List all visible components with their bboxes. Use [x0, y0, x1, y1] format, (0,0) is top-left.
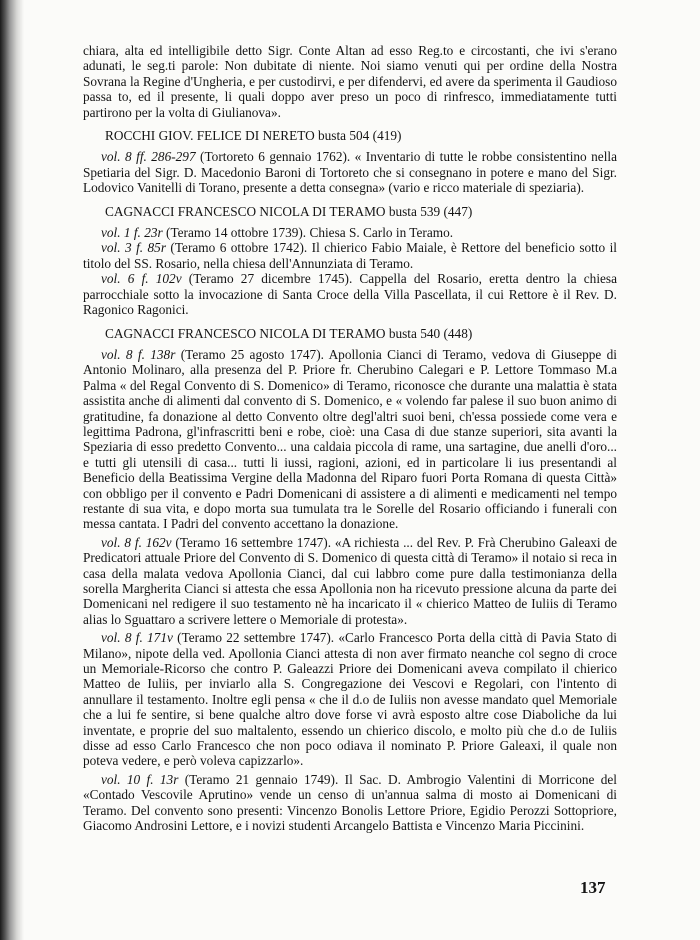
entry — [83, 149, 617, 195]
entry-reference: vol. 8 f. 138r — [101, 346, 176, 362]
entry-reference: vol. 1 f. 23r — [101, 225, 163, 241]
entry-text: (Teramo 16 settembre 1747). «A richiesta ... del Rev. P. Frà Cherubino Galeaxi de Predicatori attuale Priore del Convento di S. Domenico di questa città di Teramo» il notaio si reca in casa della malata vedova Apollonia Cianci, dal cui labbro come pure dalla testimonianza della sorella Margherita Cianci si attesta che essa Apollonia non ha ricevuto pressione alcuna da parte dei Domenicani nel redigere il suo testamento nè ha incaricato il « chierico Matteo de Iuliis di Teramo alias lo Sguattaro a scrivere lettere o Memoriale di protesta». — [83, 534, 617, 627]
section-heading: CAGNACCI FRANCESCO NICOLA DI TERAMO busta 540 (448) — [105, 325, 473, 341]
entry-reference: vol. 6 f. 102v — [101, 271, 182, 287]
entry-reference: vol. 8 ff. 286-297 — [101, 149, 196, 165]
entry-text: (Teramo 14 ottobre 1739). Chiesa S. Carlo in Teramo. — [162, 225, 454, 241]
entry-reference: vol. 3 f. 85r — [101, 240, 166, 256]
entry-text: (Teramo 27 dicembre 1745). Cappella del Rosario, eretta dentro la chiesa parrocchiale sotto la invocazione di Santa Croce della Villa Pascellata, il cui Rettore è il Rev. D. Ragonico Ragonici. — [83, 271, 617, 318]
section-heading: ROCCHI GIOV. FELICE DI NERETO busta 504 (419) — [105, 128, 402, 144]
entry — [83, 630, 617, 769]
entry-text: (Tortoreto 6 gennaio 1762). « Inventario di tutte le robbe consistentino nella Spetiaria del Sigr. D. Macedonio Baroni di Tortoreto che si consegnano in potere e mano del Sigr. Lodovico Vanitelli di Torano, presente a detta consegna» (vario e ricco materiale di speziaria). — [83, 149, 617, 196]
entry — [83, 535, 617, 627]
entry-text: (Teramo 25 agosto 1747). Apollonia Cianci di Teramo, vedova di Giuseppe di Antonio Molinaro, alla presenza del P. Priore fr. Cherubino Calegari e P. Lettore Tommaso M.a Palma « del Regal Convento di S. Domenico» di Teramo, riconosce che durante una malattia è stata assistita anche di alimenti dal convento di S. Domenico, e « volendo far palese il suo buon animo di gratitudine, fa donazione al detto Convento oltre degl'altri suoi beni, ch'essa possiede come vera e legittima Padrona, gl'infrascritti beni e robe, cioè: una Casa di due stanze superiori, sita avanti la Speziaria di esso predetto Convento... una caldaia piccola di rame, una sartagine, due anelli d'oro... e tutti gli utensili di casa... tutti li iussi, ragioni, azioni, ed in particolare li ius presentandi al Beneficio della Beatissima Vergine della Madonna del Riparo fuori Porta Romana di questa Città» con obbligo per il convento e Padri Domenicani di assistere a di alimenti e medicamenti nel tempo restante di sua vita, e dopo morta sua tumulata tra le Sorelle del Rosario officiando i funerali con messa cantata. I Padri del convento accettano la donazione. — [83, 346, 617, 532]
entry-text: (Teramo 6 ottobre 1742). Il chierico Fabio Maiale, è Rettore del beneficio sotto il titolo del SS. Rosario, nella chiesa dell'Annunziata di Teramo. — [83, 240, 617, 271]
page-number: 137 — [580, 878, 606, 897]
section-heading: CAGNACCI FRANCESCO NICOLA DI TERAMO busta 539 (447) — [105, 203, 473, 219]
entry — [83, 772, 617, 834]
binding-shadow — [0, 0, 24, 940]
entry — [83, 271, 617, 317]
paragraph-continuation: chiara, alta ed intelligibile detto Sigr. Conte Altan ad esso Reg.to e circostanti, che ivi s'erano adunati, le seg.ti parole: Non dubitate di niente. Noi siamo venuti qui per ordine della Nostra Sovrana la Regine d'Ungheria, e per custodirvi, e per difendervi, ed avere da sperimenta il Gaudioso passa to, ed il presente, li quali doppo aver preso un poco di rinfresco, immediatamente tutti partirono per la volta di Giulianova». — [83, 43, 617, 120]
entry — [83, 225, 617, 240]
page-text — [83, 43, 617, 834]
entry — [83, 240, 617, 271]
entry-reference: vol. 10 f. 13r — [101, 771, 179, 787]
entry — [83, 347, 617, 532]
entry-reference: vol. 8 f. 162v — [101, 534, 172, 550]
entry-reference: vol. 8 f. 171v — [101, 630, 173, 646]
entry-text: (Teramo 21 gennaio 1749). Il Sac. D. Ambrogio Valentini di Morricone del «Contado Vescovile Aprutino» vende un censo di un'annua salma di mosto ai Domenicani di Teramo. Del convento sono presenti: Vincenzo Bonolis Lettore Priore, Egidio Perozzi Sottopriore, Giacomo Androsini Lettore, e i novizi studenti Arcangelo Battista e Vincenzo Maria Piccinini. — [83, 771, 617, 834]
entry-text: (Teramo 22 settembre 1747). «Carlo Francesco Porta della città di Pavia Stato di Milano», nipote della ved. Apollonia Cianci attesta di non aver firmato neanche col segno di croce un Memoriale-Ricorso che contro P. Galeazzi Priore dei Domenicani aveva compilato il chierico Matteo de Iuliis, per inviarlo alla S. Congregazione dei Vescovi e Regolari, con l'intento di annullare il testamento. Inoltre egli pensa « che il d.o de Iuliis non avesse mandato quel Memoriale che a lui fe sentire, si bene qualche altro dove forse vi avrà esposto altre cose Diaboliche da lui inventate, e proprie del suo maltalento, essendo un chierico discolo, e molto più che d.o de Iuliis disse ad esso Carlo Francesco che non poco odiava il nominato P. Priore Galeaxi, il quale non poteva vedere, e però voleva capizzarlo». — [83, 630, 617, 769]
